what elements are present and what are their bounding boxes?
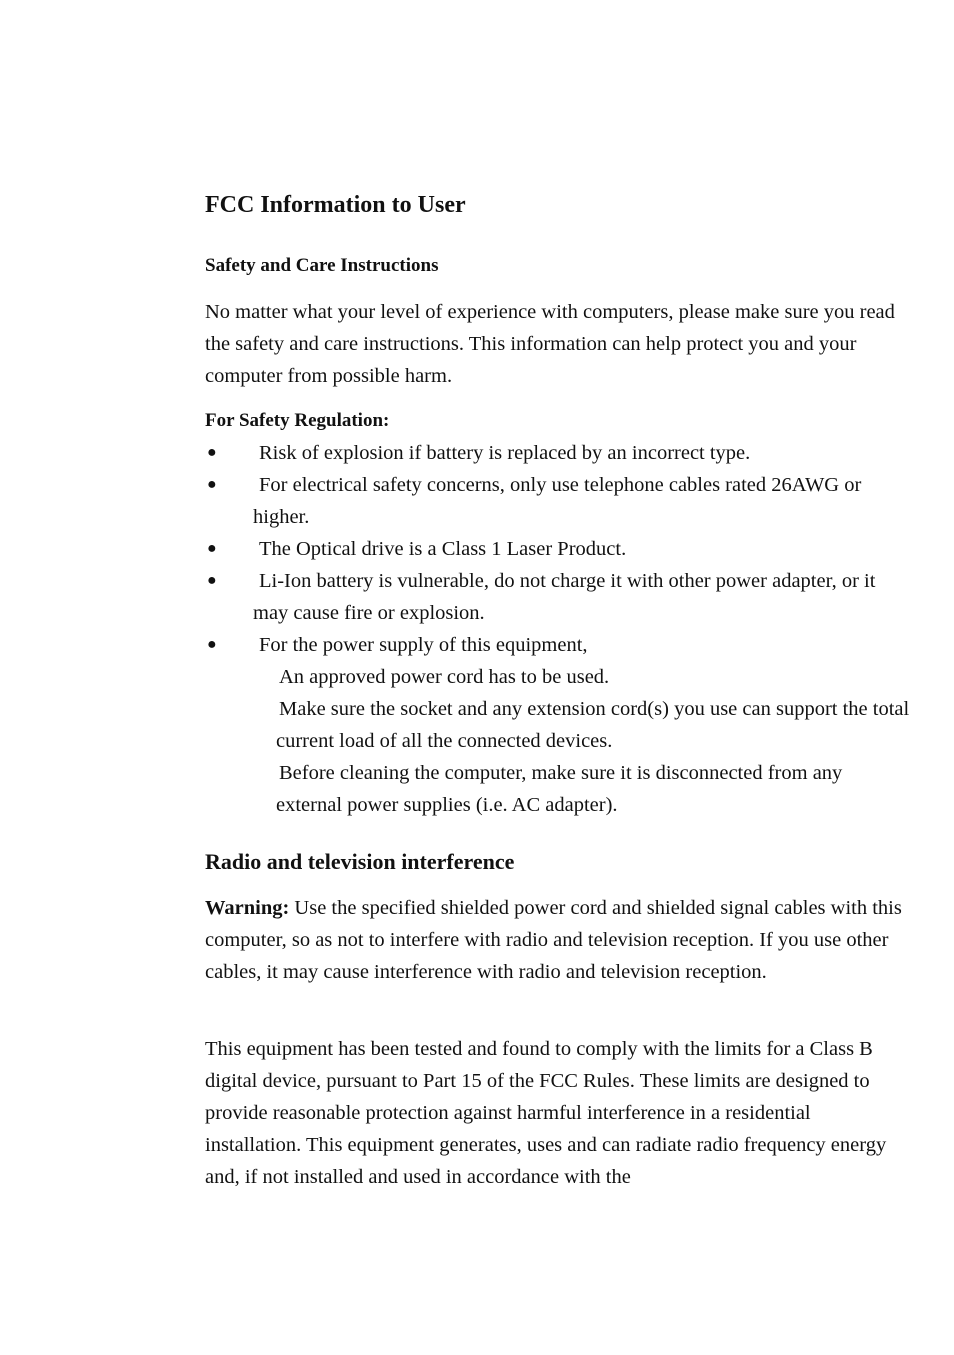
- page-title: FCC Information to User: [205, 192, 466, 218]
- power-supply-item: Make sure the socket and any extension cord(s) you use can support the total current load of all the connected devices.: [276, 698, 910, 752]
- bullet-text: For the power supply of this equipment,: [259, 634, 588, 656]
- safety-bullet-list: [205, 437, 910, 821]
- warning-text: Use the specified shielded power cord and shielded signal cables with this computer, so as not to interfere with radio and television reception. If you use other cables, it may cause interference with radio and television reception.: [205, 897, 902, 983]
- interference-warning-paragraph: [205, 892, 910, 988]
- safety-intro-paragraph: No matter what your level of experience with computers, please make sure you read the safety and care instructions. This information can help protect you and your computer from possible harm.: [205, 301, 895, 387]
- bullet-dot: ●: [207, 540, 217, 557]
- bullet-dot: ●: [207, 636, 217, 653]
- bullet-item: [205, 565, 910, 629]
- interference-paragraph: This equipment has been tested and found to comply with the limits for a Class B digital device, pursuant to Part 15 of the FCC Rules. These limits are designed to provide reasonable protection against harmful interference in a residential installation. This equipment generates, uses and can radiate radio frequency energy and, if not installed and used in accordance with the: [205, 1038, 887, 1188]
- bullet-dot: ●: [207, 572, 217, 589]
- safety-heading: Safety and Care Instructions: [205, 255, 439, 276]
- bullet-item: [205, 469, 910, 533]
- warning-label: Warning:: [205, 897, 290, 919]
- bullet-item: [205, 437, 910, 469]
- safety-regulation-heading: For Safety Regulation:: [205, 410, 390, 431]
- bullet-text: For electrical safety concerns, only use telephone cables rated 26AWG or higher.: [253, 474, 862, 528]
- bullet-text: Li-Ion battery is vulnerable, do not charge it with other power adapter, or it may cause fire or explosion.: [253, 570, 876, 624]
- bullet-text: The Optical drive is a Class 1 Laser Product.: [259, 538, 627, 560]
- power-supply-item: Before cleaning the computer, make sure it is disconnected from any external power supplies (i.e. AC adapter).: [276, 762, 843, 816]
- power-supply-item: An approved power cord has to be used.: [279, 666, 610, 688]
- bullet-text: Risk of explosion if battery is replaced by an incorrect type.: [259, 442, 751, 464]
- bullet-dot: ●: [207, 444, 217, 461]
- bullet-item: [205, 533, 910, 565]
- bullet-item: [205, 629, 910, 661]
- bullet-dot: ●: [207, 476, 217, 493]
- interference-heading: Radio and television interference: [205, 849, 515, 874]
